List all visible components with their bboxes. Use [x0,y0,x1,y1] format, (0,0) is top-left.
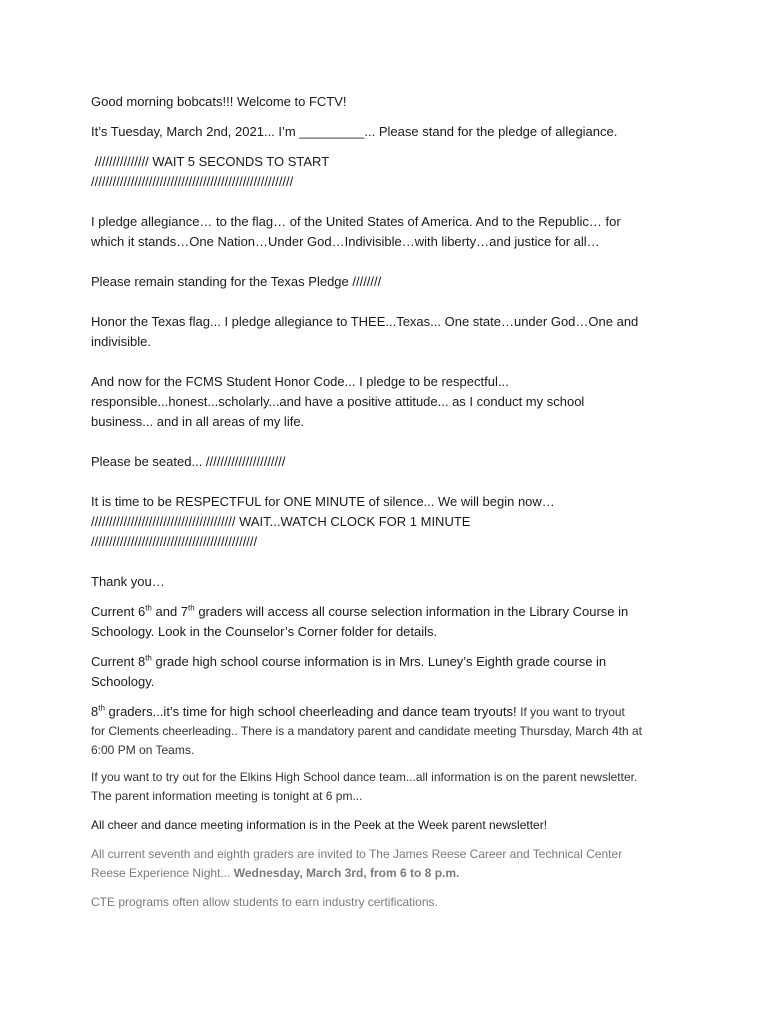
course-selection-para [91,602,691,622]
eighth-text-2: grade high school course information is in Mrs. Luney’s Eighth grade course in [151,654,607,669]
sup-th: th [145,603,152,613]
course-text-3: graders will access all course selection information in the Library Course in [194,604,629,619]
cheer-text-1: graders...it’s time for high school cheerleading and dance team tryouts! [104,704,521,719]
sup-th: th [188,603,195,613]
honor-code-1: And now for the FCMS Student Honor Code... I pledge to be respectful... [91,374,509,389]
silence-line-3: ////////////////////////////////////////////// [91,534,258,549]
eighth-grade-line-2: Schoology. [91,674,155,689]
cheer-line-2: for Clements cheerleading.. There is a mandatory parent and candidate meeting Thursday, March 4th at [91,724,642,738]
date-line: It’s Tuesday, March 2nd, 2021... I’m _________... Please stand for the pledge of allegiance. [91,124,618,139]
texas-pledge-1: Honor the Texas flag... I pledge allegiance to THEE...Texas... One state…under God…One and [91,314,639,329]
pledge-line-1: I pledge allegiance… to the flag… of the United States of America. And to the Republic… for [91,214,621,229]
cheer-text-2: If you want to tryout [520,705,625,719]
seated-line: Please be seated... ////////////////////// [91,454,286,469]
elkins-line-2: The parent information meeting is tonight at 6 pm... [91,789,363,803]
sup-th: th [145,653,152,663]
eighth-text-1: Current 8 [91,654,146,669]
greeting-line: Good morning bobcats!!! Welcome to FCTV! [91,94,347,109]
elkins-line-1: If you want to try out for the Elkins High School dance team...all information is on the parent newsletter. [91,770,638,784]
texas-pledge-2: indivisible. [91,334,151,349]
course-text-2: and 7 [151,604,189,619]
silence-line-2: //////////////////////////////////////// WAIT...WATCH CLOCK FOR 1 MINUTE [91,514,471,529]
cheer-line-3: 6:00 PM on Teams. [91,743,195,757]
sup-th: th [98,703,105,713]
wait-line-1: /////////////// WAIT 5 SECONDS TO START [91,154,330,169]
document-page [91,92,691,912]
texas-intro: Please remain standing for the Texas Pledge //////// [91,274,382,289]
honor-code-3: business... and in all areas of my life. [91,414,305,429]
cheer-text-0: 8 [91,704,99,719]
peek-line: All cheer and dance meeting information is in the Peek at the Week parent newsletter! [91,818,548,832]
cheer-para [91,702,691,722]
eighth-grade-para [91,652,691,672]
honor-code-2: responsible...honest...scholarly...and have a positive attitude... as I conduct my school [91,394,585,409]
cte-line: CTE programs often allow students to earn industry certifications. [91,895,438,909]
reese-line-1: All current seventh and eighth graders are invited to The James Reese Career and Technical Center [91,847,623,861]
wait-line-2: //////////////////////////////////////////////////////// [91,174,294,189]
course-selection-line-2: Schoology. Look in the Counselor’s Corner folder for details. [91,624,438,639]
reese-date: Wednesday, March 3rd, from 6 to 8 p.m. [233,866,460,880]
reese-line-2 [91,864,691,883]
pledge-line-2: which it stands…One Nation…Under God…Indivisible…with liberty…and justice for all… [91,234,600,249]
thanks-line: Thank you… [91,574,165,589]
course-text-1: Current 6 [91,604,146,619]
silence-line-1: It is time to be RESPECTFUL for ONE MINUTE of silence... We will begin now… [91,494,555,509]
reese-text: Reese Experience Night... [91,866,234,880]
